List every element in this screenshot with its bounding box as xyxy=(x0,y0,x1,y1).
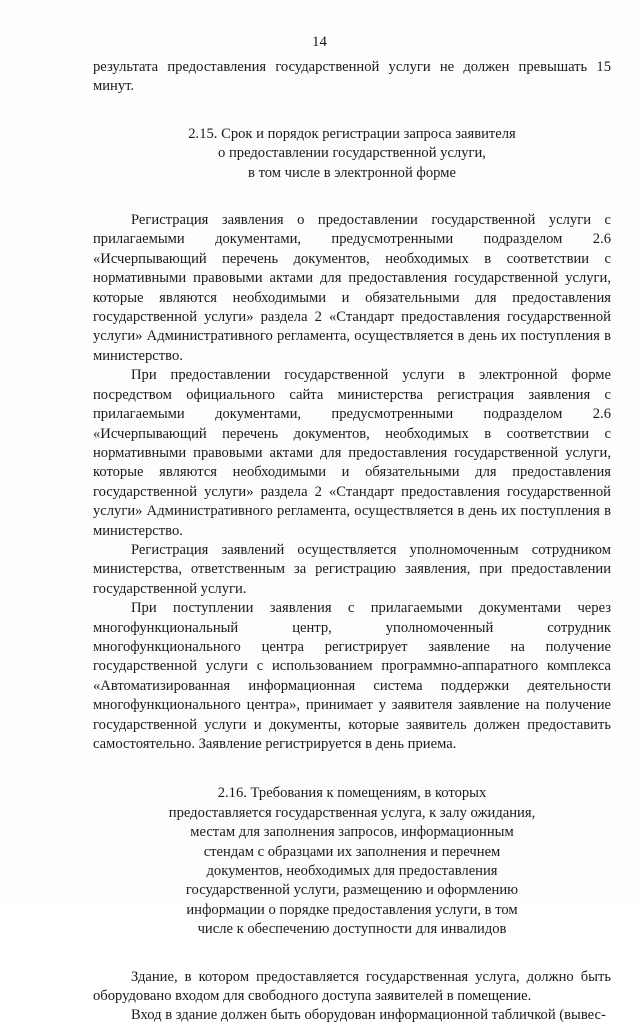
paragraph-continuation: результата предоставления государственной услуги не должен превышать 15 минут. xyxy=(93,59,611,95)
document-body xyxy=(93,58,611,1026)
section-heading-2-15: 2.15. Срок и порядок регистрации запроса заявителя о предоставлении государственной услуги, в том числе в электронной форме xyxy=(188,125,516,181)
paragraph: При поступлении заявления с прилагаемыми документами через многофункциональный центр, уполномоченный сотрудник многофункционального центра регистрирует заявление на получение государственной услуги с использованием программно-аппаратного комплекса «Автоматизированная информационная система поддержки деятельности многофункционального центра», принимает у заявителя заявление на получение государственной услуги и документы, которые заявитель должен предоставить самостоятельно. Заявление регистрируется в день приема. xyxy=(93,600,611,752)
paragraph: При предоставлении государственной услуги в электронной форме посредством официального сайта министерства регистрация заявления с прилагаемыми документами, предусмотренными подразделом 2.6 «Исчерпывающий перечень документов, необходимых в соответствии с нормативными правовыми актами для предоставления государственной услуги, которые являются необходимыми и обязательными для предоставления государственной услуги» раздела 2 «Стандарт предоставления государственной услуги» Административного регламента, осуществляется в день их поступления в министерство. xyxy=(93,367,611,539)
paragraph: Регистрация заявлений осуществляется уполномоченным сотрудником министерства, ответственным за регистрацию заявления, при предоставлении государственной услуги. xyxy=(93,541,611,597)
paragraph: Вход в здание должен быть оборудован информационной табличкой (вывес- xyxy=(131,1007,606,1024)
paragraph: Здание, в котором предоставляется государственная услуга, должно быть оборудовано входом для свободного доступа заявителей в помещение. xyxy=(93,968,611,1005)
paragraph: Регистрация заявления о предоставлении государственной услуги с прилагаемыми документами, предусмотренными подразделом 2.6 «Исчерпывающий перечень документов, необходимых в соответствии с нормативными правовыми актами для предоставления государственной услуги, которые являются необходимыми и обязательными для предоставления государственной услуги» раздела 2 «Стандарт предоставления государственной услуги» Административного регламента, осуществляется в день их поступления в министерство. xyxy=(93,212,611,364)
section-heading-2-16: 2.16. Требования к помещениям, в которых предоставляется государственная услуга, к залу ожидания, местам для заполнения запросов, информационным стендам с образцами их заполнения и перечнем документов, необходимых для предоставления государственной услуги, размещению и оформлению информации о порядке предоставления услуги, в том числе к обеспечению доступности для инвалидов xyxy=(168,785,536,938)
page-number: 14 xyxy=(312,34,327,50)
